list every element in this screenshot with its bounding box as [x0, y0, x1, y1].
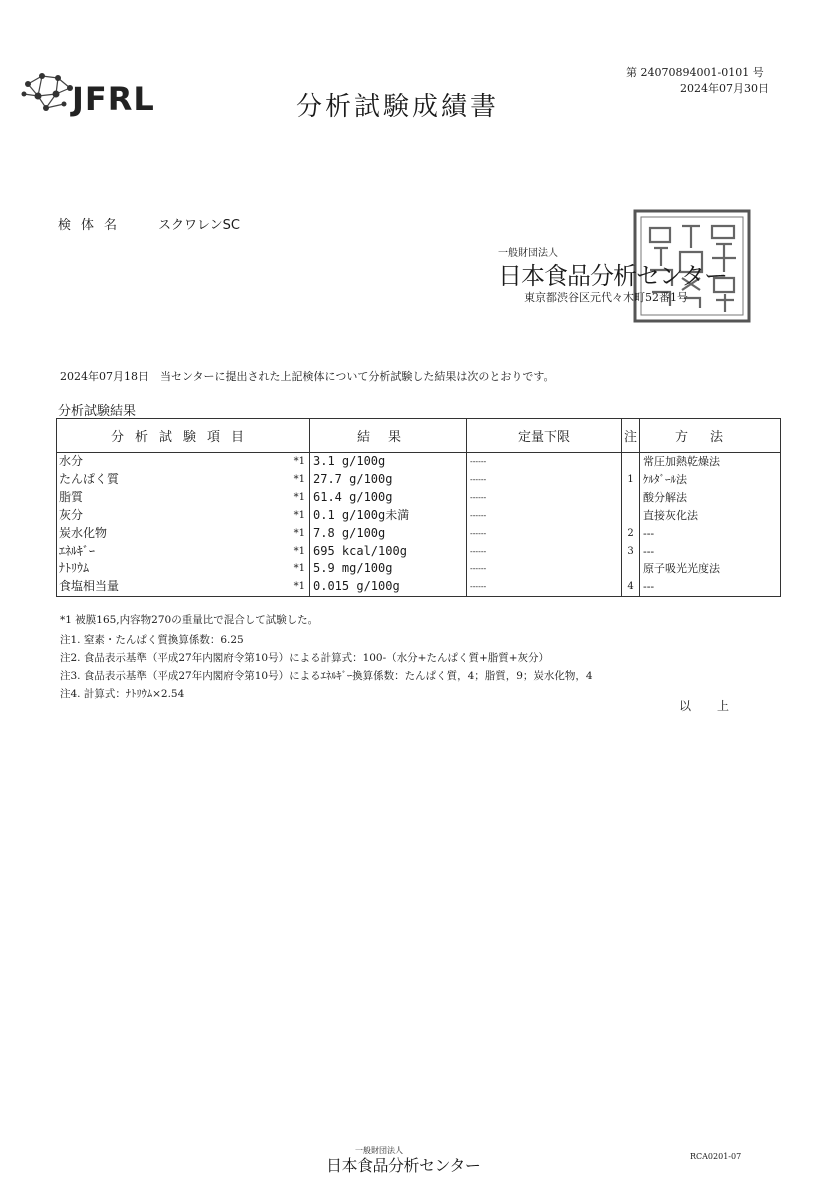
- note-line: 注3. 食品表示基準（平成27年内閣府令第10号）によるｴﾈﾙｷﾞｰ換算係数：たんぱく質，4；脂質，9；炭水化物，4: [60, 670, 593, 682]
- issue-date: 2024年07月30日: [680, 82, 769, 95]
- result-value: 61.4 g/100g: [310, 489, 467, 507]
- result-value: 0.015 g/100g: [310, 578, 467, 596]
- intro-text: 2024年07月18日 当センターに提出された上記検体について分析試験した結果は次のとおりです。: [60, 370, 555, 383]
- table-row: [57, 543, 781, 561]
- table-row: [57, 471, 781, 489]
- header-note: 注: [622, 419, 640, 453]
- item-marker: *1: [293, 473, 305, 485]
- footer-org-type: 一般財団法人: [355, 1146, 403, 1155]
- result-value: 695 kcal/100g: [310, 543, 467, 561]
- limit-value: ------: [467, 471, 622, 489]
- note-line: 注2. 食品表示基準（平成27年内閣府令第10号）による計算式：100-（水分+たんぱく質+脂質+灰分）: [60, 652, 550, 664]
- header-item: 分析試験項目: [57, 419, 310, 453]
- method-value: ｹﾙﾀﾞｰﾙ法: [640, 471, 781, 489]
- item-name: たんぱく質: [59, 471, 120, 486]
- table-row: [57, 525, 781, 543]
- footer-org-name: 日本食品分析センター: [326, 1156, 481, 1175]
- result-value: 5.9 mg/100g: [310, 560, 467, 578]
- results-heading: 分析試験結果: [58, 404, 137, 419]
- table-row: [57, 578, 781, 596]
- item-name: 水分: [59, 454, 84, 468]
- limit-value: ------: [467, 543, 622, 561]
- table-row: [57, 453, 781, 471]
- issuer-address: 東京都渋谷区元代々木町52番1号: [524, 291, 688, 304]
- header-method: 方法: [640, 419, 781, 453]
- row-item-cell: [57, 560, 310, 578]
- method-value: 原子吸光光度法: [640, 560, 781, 578]
- row-item-cell: [57, 489, 310, 507]
- item-name: 炭水化物: [59, 525, 108, 540]
- sample-name: スクワレンSC: [158, 218, 241, 233]
- result-value: 27.7 g/100g: [310, 471, 467, 489]
- method-value: ---: [640, 525, 781, 543]
- limit-value: ------: [467, 507, 622, 525]
- result-value: 0.1 g/100g未満: [310, 507, 467, 525]
- method-value: 酸分解法: [640, 489, 781, 507]
- method-value: 常圧加熱乾燥法: [640, 453, 781, 471]
- item-name: ﾅﾄﾘｳﾑ: [59, 561, 90, 576]
- result-value: 7.8 g/100g: [310, 525, 467, 543]
- ending-mark: 以上: [679, 699, 756, 713]
- limit-value: ------: [467, 453, 622, 471]
- issuer-type: 一般財団法人: [498, 248, 558, 259]
- note-number: [622, 453, 640, 471]
- limit-value: ------: [467, 525, 622, 543]
- row-item-cell: [57, 471, 310, 489]
- table-row: [57, 489, 781, 507]
- result-value: 3.1 g/100g: [310, 453, 467, 471]
- item-marker: *1: [293, 581, 305, 593]
- table-row: [57, 560, 781, 578]
- issuer-name: 日本食品分析センター: [498, 262, 728, 290]
- item-marker: *1: [293, 509, 305, 521]
- limit-value: ------: [467, 489, 622, 507]
- table-header-row: [57, 419, 781, 453]
- row-item-cell: [57, 453, 310, 471]
- limit-value: ------: [467, 578, 622, 596]
- row-item-cell: [57, 525, 310, 543]
- row-item-cell: [57, 543, 310, 561]
- note-number: [622, 560, 640, 578]
- header-limit: 定量下限: [467, 419, 622, 453]
- item-marker: *1: [293, 545, 305, 557]
- document-number: 第 24070894001-0101 号: [626, 66, 764, 79]
- item-name: 脂質: [59, 489, 84, 504]
- method-value: ---: [640, 543, 781, 561]
- item-name: 食塩相当量: [59, 579, 120, 594]
- table-row: [57, 507, 781, 525]
- note-number: [622, 507, 640, 525]
- item-marker: *1: [293, 563, 305, 575]
- note-number: 2: [622, 525, 640, 543]
- row-item-cell: [57, 507, 310, 525]
- note-line: *1 被膜165,内容物270の重量比で混合して試験した。: [60, 614, 319, 626]
- item-marker: *1: [293, 491, 305, 503]
- item-marker: *1: [293, 527, 305, 539]
- note-number: 1: [622, 471, 640, 489]
- note-number: 3: [622, 543, 640, 561]
- item-name: ｴﾈﾙｷﾞｰ: [59, 543, 96, 558]
- logo-text: JFRL: [72, 80, 155, 118]
- note-line: 注4. 計算式：ﾅﾄﾘｳﾑ×2.54: [60, 688, 185, 700]
- note-number: [622, 489, 640, 507]
- document-title: 分析試験成績書: [296, 92, 500, 122]
- results-table: [56, 418, 781, 597]
- row-item-cell: [57, 578, 310, 596]
- note-number: 4: [622, 578, 640, 596]
- item-marker: *1: [293, 456, 305, 467]
- item-name: 灰分: [59, 507, 84, 522]
- note-line: 注1. 窒素・たんぱく質換算係数：6.25: [60, 634, 244, 646]
- form-code: RCA0201-07: [690, 1152, 742, 1161]
- limit-value: ------: [467, 560, 622, 578]
- method-value: 直接灰化法: [640, 507, 781, 525]
- sample-label: 検体名: [58, 218, 128, 233]
- header-result: 結果: [310, 419, 467, 453]
- method-value: ---: [640, 578, 781, 596]
